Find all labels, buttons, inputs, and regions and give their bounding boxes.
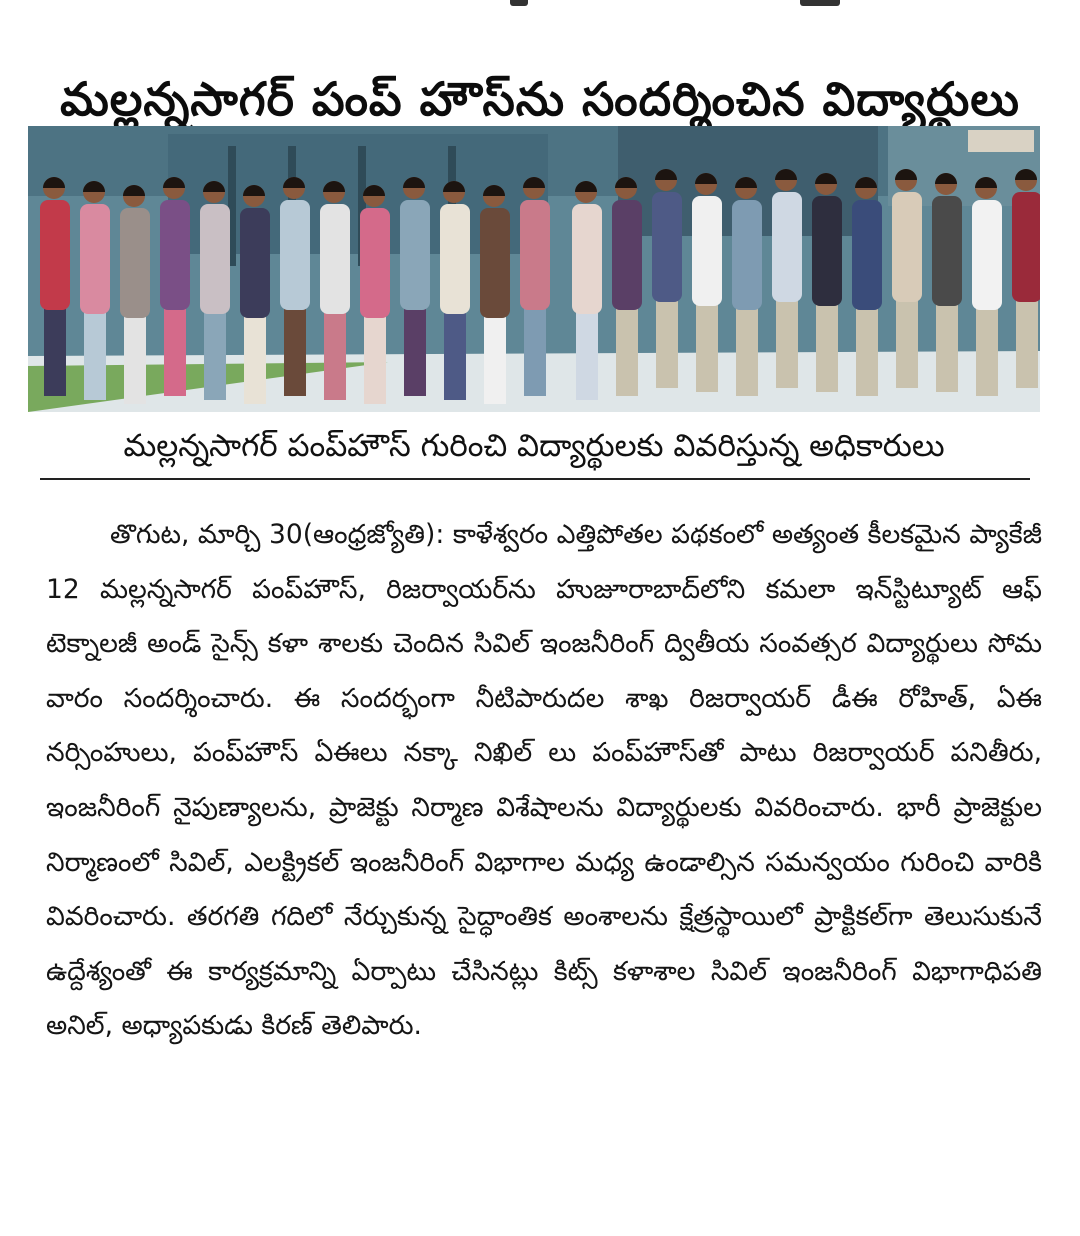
news-photo [28,126,1040,412]
person-legs [204,310,226,400]
person-outfit [80,204,110,314]
person-legs [816,302,838,392]
person-legs [896,298,918,388]
person-legs [284,306,306,396]
person-figure [892,169,922,388]
person-outfit [160,200,190,310]
person-figure [40,177,70,396]
person-outfit [40,200,70,310]
person-figure [852,177,882,396]
person-legs [44,306,66,396]
clipping-top-edge [0,0,1080,14]
person-legs [364,314,386,404]
person-outfit [652,192,682,302]
person-figure [572,181,602,400]
person-outfit [1012,192,1040,302]
person-figure [480,185,510,404]
person-figure [772,169,802,388]
person-figure [732,177,762,396]
person-outfit [440,204,470,314]
person-legs [484,314,506,404]
person-figure [932,173,962,392]
person-figure [1012,169,1040,388]
person-figure [400,177,430,396]
person-outfit [892,192,922,302]
person-legs [696,302,718,392]
person-legs [776,298,798,388]
photo-caption: మల్లన్నసాగర్ పంప్‌హౌస్ గురించి విద్యార్థులకు వివరిస్తున్న అధికారులు [123,427,945,464]
person-legs [164,306,186,396]
person-legs [576,310,598,400]
person-figure [120,185,150,404]
person-outfit [240,208,270,318]
print-smudge [800,0,840,6]
person-outfit [280,200,310,310]
person-legs [244,314,266,404]
print-smudge [510,0,528,6]
person-outfit [972,200,1002,310]
person-outfit [400,200,430,310]
caption-underline [40,478,1030,480]
person-outfit [852,200,882,310]
person-outfit [480,208,510,318]
person-legs [524,306,546,396]
person-outfit [612,200,642,310]
article-body: తొగుట, మార్చి 30(ఆంధ్రజ్యోతి): కాళేశ్వరం ఎత్తిపోతల పథకంలో అత్యంత కీలకమైన ప్యాకేజీ 12 మల్లన్నసాగర్ పంప్‌హౌస్, రిజర్వాయర్‌ను హుజూరాబాద్‌లోని కమలా ఇన్‌స్టిట్యూట్ ఆఫ్ టెక్నాలజీ అండ్ సైన్స్ కళా శాలకు చెందిన సివిల్ ఇంజనీరింగ్ ద్వితీయ సంవత్సర విద్యార్థులు సోమ వారం సందర్శించారు. ఈ సందర్భంగా నీటిపారుదల శాఖ రిజర్వాయర్ డీఈ రోహిత్, ఏఈ నర్సింహులు, పంప్‌హౌస్ ఏఈలు నక్కా నిఖిల్ లు పంప్‌హౌస్‌తో పాటు రిజర్వాయర్ పనితీరు, ఇంజనీరింగ్ నైపుణ్యాలను, ప్రాజెక్టు నిర్మాణ విశేషాలను విద్యార్థులకు వివరించారు. భారీ ప్రాజెక్టుల నిర్మాణంలో సివిల్, ఎలక్ట్రికల్ ఇంజనీరింగ్ విభాగాల మధ్య ఉండాల్సిన సమన్వయం గురించి వారికి వివరించారు. తరగతి గదిలో నేర్చుకున్న సైద్ధాంతిక అంశాలను క్షేత్రస్థాయిలో ప్రాక్టికల్‌గా తెలుసుకునే ఉద్దేశ్యంతో ఈ కార్యక్రమాన్ని ఏర్పాటు చేసినట్లు కిట్స్ కళాశాల సివిల్ ఇంజనీరింగ్ విభాగాధిపతి అనిల్, అధ్యాపకుడు కిరణ్ తెలిపారు. [46,519,1042,1042]
person-figure [80,181,110,400]
person-outfit [732,200,762,310]
person-figure [320,181,350,400]
person-figure [612,177,642,396]
person-legs [444,310,466,400]
person-outfit [812,196,842,306]
person-outfit [692,196,722,306]
person-legs [324,310,346,400]
person-legs [936,302,958,392]
person-figure [652,169,682,388]
group-photo-illustration [28,126,1040,412]
person-legs [656,298,678,388]
person-outfit [360,208,390,318]
person-legs [1016,298,1038,388]
person-figure [440,181,470,400]
person-outfit [320,204,350,314]
person-legs [976,306,998,396]
person-legs [736,306,758,396]
person-outfit [572,204,602,314]
person-figure [360,185,390,404]
person-outfit [772,192,802,302]
person-figure [280,177,310,396]
person-legs [616,306,638,396]
person-figure [200,181,230,400]
person-legs [856,306,878,396]
person-figure [972,177,1002,396]
article-headline: మల్లన్నసాగర్ పంప్ హౌస్‌ను సందర్శించిన విద్యార్థులు [60,71,1020,126]
person-legs [404,306,426,396]
person-figure [240,185,270,404]
person-outfit [200,204,230,314]
person-legs [84,310,106,400]
person-figure [812,173,842,392]
person-outfit [520,200,550,310]
signboard [968,130,1034,152]
person-figure [160,177,190,396]
person-legs [124,314,146,404]
person-outfit [120,208,150,318]
person-outfit [932,196,962,306]
person-figure [692,173,722,392]
person-figure [520,177,550,396]
